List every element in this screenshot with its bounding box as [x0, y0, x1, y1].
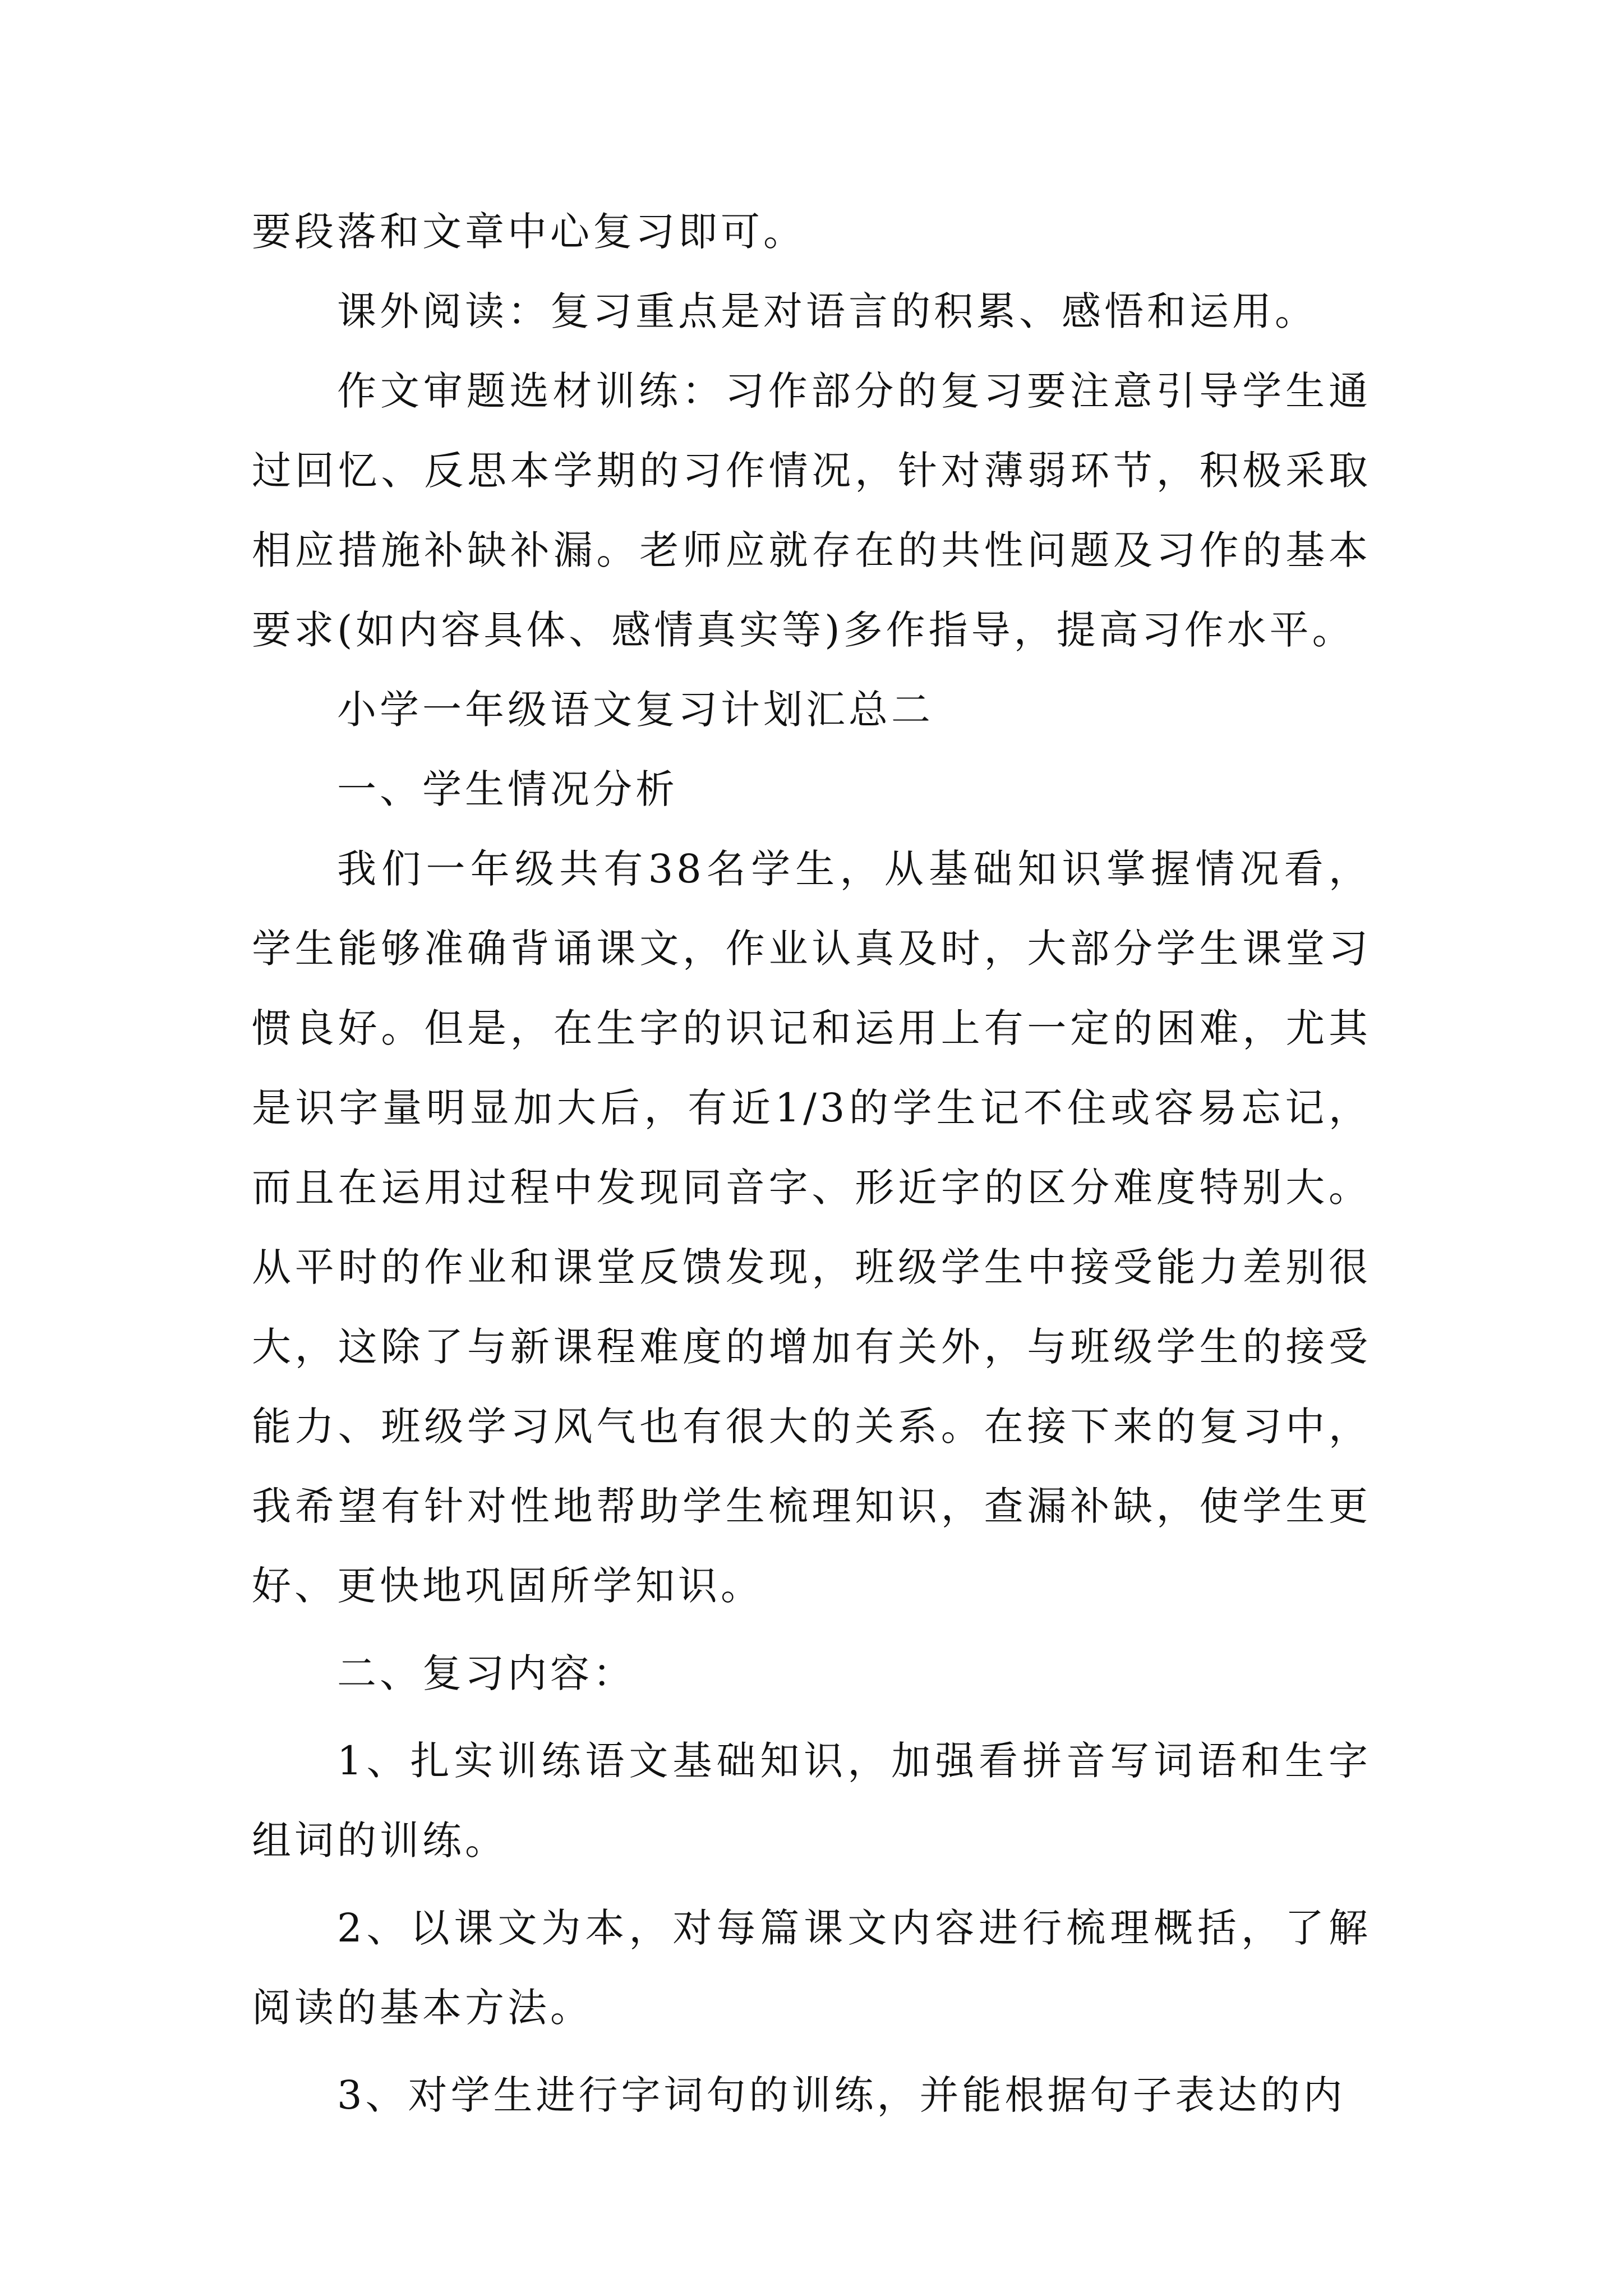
- list-item-2: 2、以课文为本，对每篇课文内容进行梳理概括，了解阅读的基本方法。: [252, 1905, 1371, 2031]
- list-item-3: 3、对学生进行字词句的训练，并能根据句子表达的内: [337, 2072, 1346, 2118]
- paragraph-extracurricular-reading: 课外阅读：复习重点是对语言的积累、感悟和运用。: [337, 288, 1317, 334]
- paragraph-student-analysis: 我们一年级共有38名学生，从基础知识掌握情况看，学生能够准确背诵课文，作业认真及时，大部分学生课堂习惯良好。但是，在生字的识记和运用上有一定的困难，尤其是识字量明显加大后，有近1/3的学生记不住或容易忘记，而且在运用过程中发现同音字、形近字的区分难度特别大。从平时的作业和课堂反馈发现，班级学生中接受能力差别很大，这除了与新课程难度的增加有关外，与班级学生的接受能力、班级学习风气也有很大的关系。在接下来的复习中，我希望有针对性地帮助学生梳理知识，查漏补缺，使学生更好、更快地巩固所学知识。: [252, 846, 1371, 1609]
- paragraph-continuation: 要段落和文章中心复习即可。: [252, 209, 806, 255]
- document-body: [252, 192, 1371, 2135]
- heading-student-analysis: 一、学生情况分析: [337, 766, 678, 812]
- section-title: 小学一年级语文复习计划汇总二: [337, 687, 934, 733]
- paragraph-composition-training: 作文审题选材训练：习作部分的复习要注意引导学生通过回忆、反思本学期的习作情况，针对薄弱环节，积极采取相应措施补缺补漏。老师应就存在的共性问题及习作的基本要求(如内容具体、感情真实等)多作指导，提高习作水平。: [252, 368, 1371, 653]
- heading-review-content: 二、复习内容：: [337, 1650, 635, 1696]
- list-item-1: 1、扎实训练语文基础知识，加强看拼音写词语和生字组词的训练。: [252, 1738, 1371, 1864]
